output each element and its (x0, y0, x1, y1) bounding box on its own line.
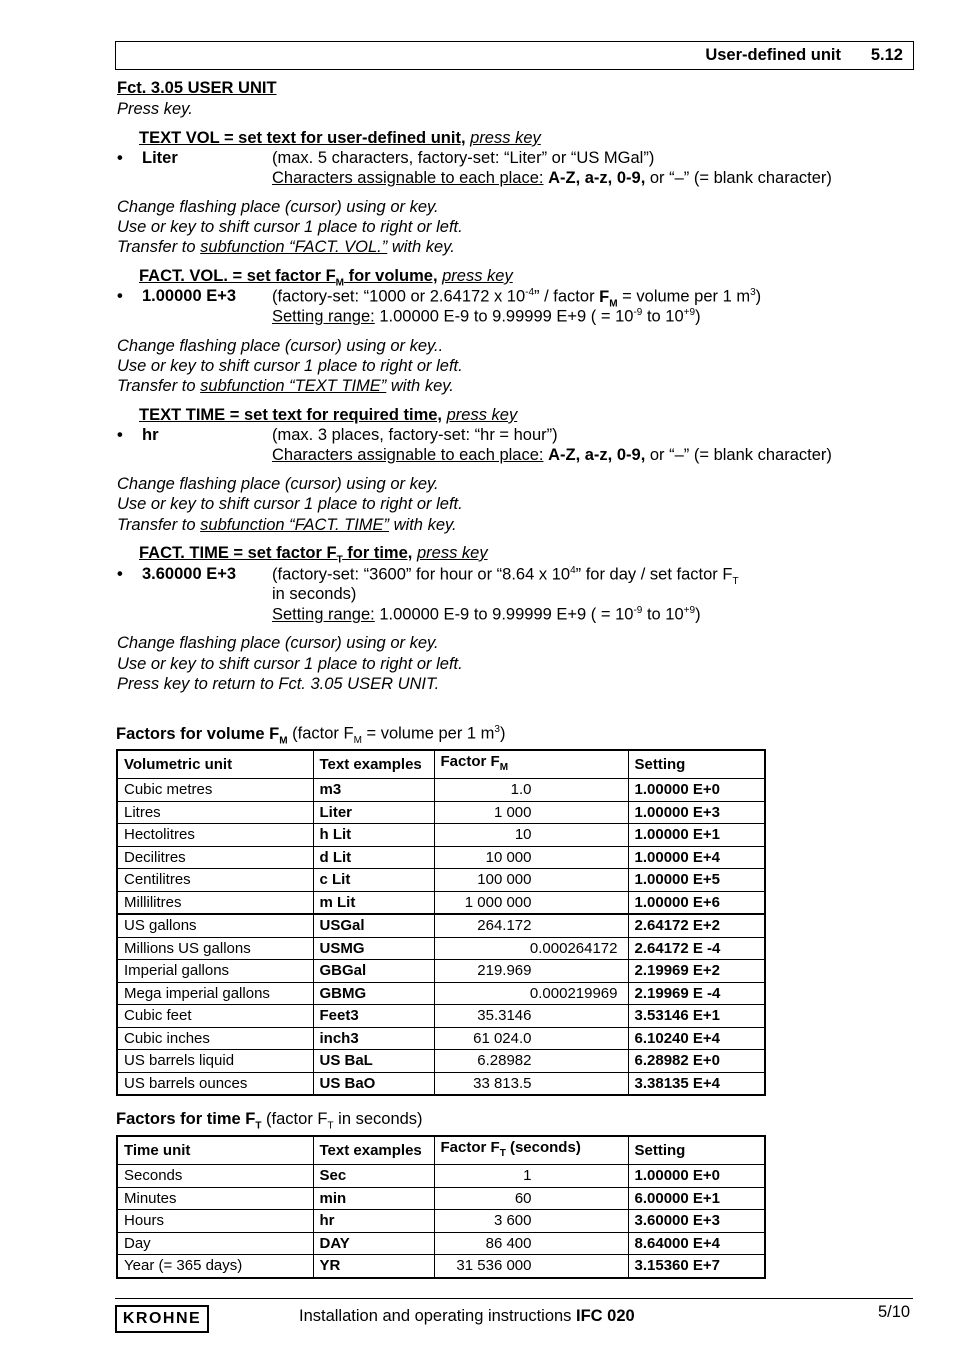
vol-table-row (117, 869, 765, 892)
time-table-cell-factor: 60 (434, 1187, 628, 1210)
fact-time-bullet: • (117, 565, 123, 583)
time-table-cell-unit: Seconds (117, 1165, 313, 1188)
text-vol-transfer: Transfer to subfunction “FACT. VOL.” with key. (117, 238, 455, 256)
vol-table-row (117, 846, 765, 869)
text-time-desc: (max. 3 places, factory-set: “hr = hour”) (272, 426, 558, 444)
text-vol-use: Use or key to shift cursor 1 place to right or left. (117, 218, 463, 236)
fact-time-range: Setting range: 1.00000 E-9 to 9.99999 E+9 ( = $10^{-9}$ to $10^{+9}$) (272, 605, 701, 624)
text-time-use: Use or key to shift cursor 1 place to right or left. (117, 495, 463, 513)
vol-table-cell-unit: Litres (117, 801, 313, 824)
vol-table-cell-text: Feet3 (313, 1005, 434, 1028)
time-header-text: Text examples (313, 1136, 434, 1165)
vol-table-cell-unit: US barrels ounces (117, 1072, 313, 1095)
vol-table-cell-setting: 1.00000 E+3 (628, 801, 765, 824)
time-table-header (117, 1136, 765, 1165)
fact-vol-desc: (factory-set: “1000 or 2.64172 x $10^{-4}$” / factor $F_M$ = volume per 1 $m^3$) (272, 287, 762, 309)
header-title: User-defined unit (705, 46, 841, 64)
time-table-cell-unit: Year (= 365 days) (117, 1255, 313, 1278)
vol-table-cell-text: US BaL (313, 1050, 434, 1073)
vol-table-cell-setting: 1.00000 E+6 (628, 891, 765, 914)
vol-table-header (117, 750, 765, 779)
time-table-row (117, 1210, 765, 1233)
fact-time-change: Change flashing place (cursor) using or key. (117, 634, 439, 652)
vol-table-cell-factor: 0.000264172 (434, 937, 628, 960)
vol-table-cell-unit: Millilitres (117, 891, 313, 914)
time-table-cell-text: hr (313, 1210, 434, 1233)
fct-press: Press key. (117, 100, 193, 118)
fact-vol-change: Change flashing place (cursor) using or key.. (117, 337, 444, 355)
vol-table-cell-setting: 1.00000 E+4 (628, 846, 765, 869)
vol-table-row (117, 982, 765, 1005)
time-table-cell-text: min (313, 1187, 434, 1210)
fact-vol-value: 1.00000 E+3 (142, 287, 237, 305)
header-section: 5.12 (870, 46, 903, 64)
time-table-cell-setting: 3.60000 E+3 (628, 1210, 765, 1233)
vol-table-cell-factor: 0.000219969 (434, 982, 628, 1005)
vol-table-cell-text: d Lit (313, 846, 434, 869)
vol-table-cell-unit: Centilitres (117, 869, 313, 892)
vol-table-cell-unit: Millions US gallons (117, 937, 313, 960)
vol-table-cell-unit: Cubic metres (117, 779, 313, 802)
vol-table-row (117, 960, 765, 983)
vol-table-row (117, 891, 765, 914)
time-table-cell-unit: Minutes (117, 1187, 313, 1210)
text-vol-assign: Characters assignable to each place: A-Z, a-z, 0-9, or “–” (= blank character) (272, 169, 832, 187)
vol-table-cell-setting: 2.19969 E -4 (628, 982, 765, 1005)
fact-vol-transfer: Transfer to subfunction “TEXT TIME” with key. (117, 377, 454, 395)
vol-table-row (117, 801, 765, 824)
fact-vol-heading: FACT. VOL. = set factor $F_M$ for volume, press key (139, 267, 513, 289)
vol-table-cell-text: USMG (313, 937, 434, 960)
vol-table-row (117, 779, 765, 802)
vol-table-cell-text: GBMG (313, 982, 434, 1005)
footer-rule (115, 1298, 913, 1299)
time-table-cell-setting: 3.15360 E+7 (628, 1255, 765, 1278)
time-header-setting: Setting (628, 1136, 765, 1165)
time-table-cell-setting: 8.64000 E+4 (628, 1232, 765, 1255)
fact-time-use: Use or key to shift cursor 1 place to right or left. (117, 655, 463, 673)
time-table-cell-text: Sec (313, 1165, 434, 1188)
fact-time-press: Press key to return to Fct. 3.05 USER UNIT. (117, 675, 440, 693)
time-table-cell-text: YR (313, 1255, 434, 1278)
time-table-cell-unit: Day (117, 1232, 313, 1255)
vol-table-cell-unit: Cubic feet (117, 1005, 313, 1028)
time-table-cell-factor: 3 600 (434, 1210, 628, 1233)
vol-table-cell-text: c Lit (313, 869, 434, 892)
vol-table-cell-text: GBGal (313, 960, 434, 983)
vol-table-cell-setting: 1.00000 E+1 (628, 824, 765, 847)
time-table-row (117, 1187, 765, 1210)
time-table-cell-factor: 86 400 (434, 1232, 628, 1255)
vol-table-cell-factor: 10 (434, 824, 628, 847)
text-vol-value: Liter (142, 149, 178, 167)
vol-table-cell-setting: 1.00000 E+0 (628, 779, 765, 802)
vol-table-cell-setting: 2.64172 E -4 (628, 937, 765, 960)
vol-header-text: Text examples (313, 750, 434, 779)
vol-table-cell-text: m Lit (313, 891, 434, 914)
text-vol-heading: TEXT VOL = set text for user-defined unit, press key (139, 129, 541, 147)
vol-header-factor: Factor $F_M$ (434, 750, 628, 779)
text-time-heading: TEXT TIME = set text for required time, press key (139, 406, 518, 424)
text-time-transfer: Transfer to subfunction “FACT. TIME” with key. (117, 516, 457, 534)
vol-table-row (117, 1050, 765, 1073)
vol-table-cell-unit: Hectolitres (117, 824, 313, 847)
vol-table-cell-setting: 3.53146 E+1 (628, 1005, 765, 1028)
text-vol-change: Change flashing place (cursor) using or key. (117, 198, 439, 216)
footer-text: Installation and operating instructions IFC 020 (299, 1307, 635, 1325)
time-table-caption: Factors for time $F_T$ (factor $F_T$ in seconds) (116, 1110, 423, 1132)
vol-table-cell-text: US BaO (313, 1072, 434, 1095)
vol-table-cell-factor: 100 000 (434, 869, 628, 892)
vol-table-cell-factor: 33 813.5 (434, 1072, 628, 1095)
time-table-row (117, 1232, 765, 1255)
text-vol-bullet: • (117, 149, 123, 167)
vol-table-cell-setting: 1.00000 E+5 (628, 869, 765, 892)
time-table-cell-setting: 6.00000 E+1 (628, 1187, 765, 1210)
fact-vol-bullet: • (117, 287, 123, 305)
vol-table-cell-setting: 6.28982 E+0 (628, 1050, 765, 1073)
vol-table-cell-factor: 219.969 (434, 960, 628, 983)
vol-table-cell-unit: Mega imperial gallons (117, 982, 313, 1005)
fact-time-heading: FACT. TIME = set factor $F_T$ for time, press key (139, 544, 488, 566)
vol-table-cell-setting: 6.10240 E+4 (628, 1027, 765, 1050)
vol-table-row (117, 1072, 765, 1095)
fact-vol-range: Setting range: 1.00000 E-9 to 9.99999 E+9 ( = $10^{-9}$ to $10^{+9}$) (272, 307, 701, 326)
time-table (116, 1135, 766, 1279)
vol-table-cell-text: inch3 (313, 1027, 434, 1050)
vol-table-cell-unit: Imperial gallons (117, 960, 313, 983)
text-time-value: hr (142, 426, 159, 444)
time-table-cell-setting: 1.00000 E+0 (628, 1165, 765, 1188)
vol-table-caption: Factors for volume $F_M$ (factor $F_M$ = volume per 1 $m^3$) (116, 724, 506, 746)
time-table-cell-text: DAY (313, 1232, 434, 1255)
vol-table-cell-setting: 2.64172 E+2 (628, 914, 765, 937)
fact-vol-use: Use or key to shift cursor 1 place to right or left. (117, 357, 463, 375)
time-header-factor: Factor $F_T$ (seconds) (434, 1136, 628, 1165)
vol-table-cell-setting: 3.38135 E+4 (628, 1072, 765, 1095)
page-number: 5/10 (878, 1303, 911, 1321)
vol-table-row (117, 1005, 765, 1028)
vol-table-row (117, 937, 765, 960)
text-time-change: Change flashing place (cursor) using or key. (117, 475, 439, 493)
vol-table-row (117, 824, 765, 847)
fct-title: Fct. 3.05 USER UNIT (117, 79, 277, 97)
vol-table (116, 749, 766, 1096)
vol-table-row (117, 1027, 765, 1050)
time-header-unit: Time unit (117, 1136, 313, 1165)
vol-table-cell-factor: 1.0 (434, 779, 628, 802)
vol-table-cell-factor: 61 024.0 (434, 1027, 628, 1050)
fact-time-desc-line2: in seconds) (272, 585, 357, 603)
vol-table-cell-unit: US barrels liquid (117, 1050, 313, 1073)
text-time-assign: Characters assignable to each place: A-Z, a-z, 0-9, or “–” (= blank character) (272, 446, 832, 464)
vol-table-cell-text: Liter (313, 801, 434, 824)
vol-table-cell-setting: 2.19969 E+2 (628, 960, 765, 983)
time-table-cell-factor: 1 (434, 1165, 628, 1188)
vol-table-cell-unit: Decilitres (117, 846, 313, 869)
time-table-cell-unit: Hours (117, 1210, 313, 1233)
time-table-row (117, 1165, 765, 1188)
vol-table-cell-text: h Lit (313, 824, 434, 847)
vol-header-unit: Volumetric unit (117, 750, 313, 779)
fact-time-value: 3.60000 E+3 (142, 565, 237, 583)
vol-table-cell-factor: 1 000 (434, 801, 628, 824)
header-box (115, 41, 914, 70)
fact-time-desc: (factory-set: “3600” for hour or “8.64 x $10^4$” for day / set factor $F_T$ (272, 565, 739, 587)
vol-table-cell-factor: 35.3146 (434, 1005, 628, 1028)
krohne-logo: KROHNE (115, 1305, 209, 1333)
text-vol-desc: (max. 5 characters, factory-set: “Liter” or “US MGal”) (272, 149, 655, 167)
vol-table-cell-unit: US gallons (117, 914, 313, 937)
vol-table-cell-factor: 6.28982 (434, 1050, 628, 1073)
vol-table-row (117, 914, 765, 937)
vol-table-cell-unit: Cubic inches (117, 1027, 313, 1050)
vol-table-cell-text: USGal (313, 914, 434, 937)
vol-header-setting: Setting (628, 750, 765, 779)
time-table-cell-factor: 31 536 000 (434, 1255, 628, 1278)
vol-table-cell-factor: 1 000 000 (434, 891, 628, 914)
vol-table-cell-factor: 264.172 (434, 914, 628, 937)
time-table-row (117, 1255, 765, 1278)
vol-table-cell-factor: 10 000 (434, 846, 628, 869)
vol-table-cell-text: m3 (313, 779, 434, 802)
text-time-bullet: • (117, 426, 123, 444)
